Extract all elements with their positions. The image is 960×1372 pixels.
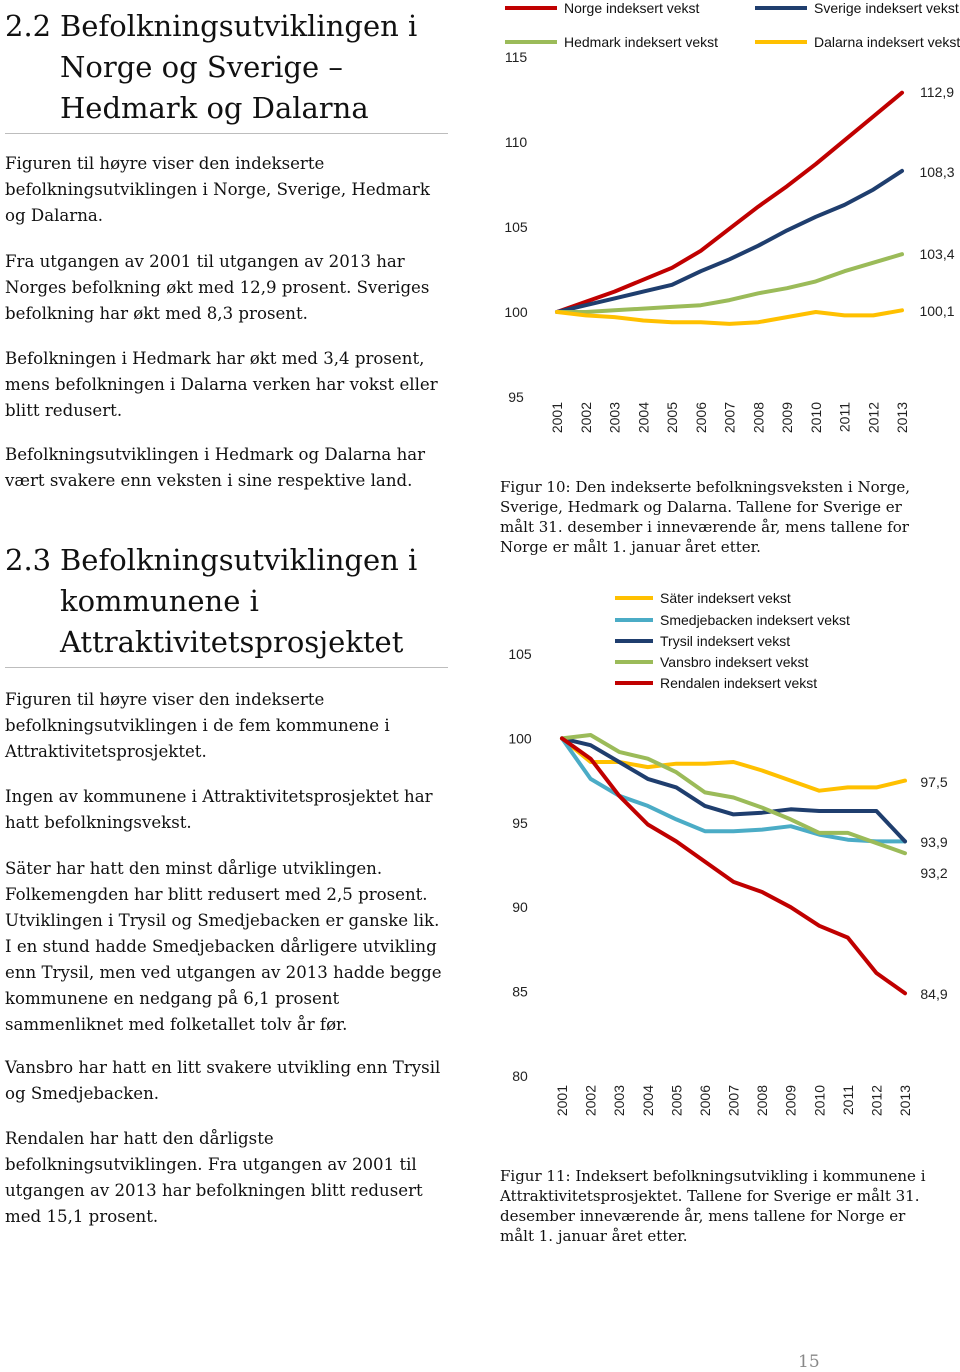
end-value-label: 100,1 xyxy=(919,303,955,319)
heading-line-1: Befolkningsutviklingen i xyxy=(60,543,418,577)
heading-line-2: Norge og Sverige – xyxy=(60,50,343,84)
end-value-label: 93,2 xyxy=(920,865,948,881)
paragraph: Befolkningsutviklingen i Hedmark og Dalarna har vært svakere enn veksten i sine respektive land. xyxy=(5,445,426,490)
y-tick-label: 110 xyxy=(504,134,528,150)
x-tick-label: 2009 xyxy=(779,402,795,434)
figure-10-chart xyxy=(495,0,960,450)
x-tick-label: 2005 xyxy=(668,1085,685,1117)
heading-line-3: Hedmark og Dalarna xyxy=(60,91,369,125)
series-line-3 xyxy=(557,254,902,312)
end-value-label: 103,4 xyxy=(919,246,955,262)
series-line-5 xyxy=(562,738,905,993)
x-tick-label: 2007 xyxy=(725,1085,742,1117)
section-divider xyxy=(5,667,448,668)
section-number: 2.2 xyxy=(5,9,52,43)
y-tick-label: 90 xyxy=(512,899,528,916)
x-tick-label: 2003 xyxy=(611,1085,628,1117)
paragraph: Rendalen har hatt den dårligste befolkningsutviklingen. Fra utgangen av 2001 til utgangen av 2013 har befolkningen blitt redusert med 15,1 prosent. xyxy=(5,1129,423,1226)
heading-line-3: Attraktivitetsprosjektet xyxy=(60,625,404,659)
paragraph: Befolkningen i Hedmark har økt med 3,4 prosent, mens befolkningen i Dalarna verken har vokst eller blitt redusert. xyxy=(5,349,438,420)
x-tick-label: 2006 xyxy=(692,402,709,434)
x-tick-label: 2012 xyxy=(865,402,882,434)
x-tick-label: 2011 xyxy=(836,402,853,433)
x-tick-label: 2007 xyxy=(721,402,738,434)
x-tick-label: 2002 xyxy=(582,1085,599,1117)
series-line-2 xyxy=(557,171,902,312)
legend-label: Säter indeksert vekst xyxy=(660,590,791,606)
x-tick-label: 2011 xyxy=(839,1085,856,1116)
legend-label: Hedmark indeksert vekst xyxy=(564,34,719,50)
x-tick-label: 2003 xyxy=(606,402,623,434)
x-tick-label: 2013 xyxy=(897,1085,913,1117)
x-tick-label: 2012 xyxy=(868,1085,885,1117)
paragraph: Säter har hatt den minst dårlige utviklingen. Folkemengden har blitt redusert med 2,5 prosent. Utviklingen i Trysil og Smedjebacken er ganske lik. I en stund hadde Smedjebacken dårligere utvikling enn Trysil, men ved utgangen av 2013 hadde begge kommunene en nedgang på 6,1 prosent sammenliknet med folketallet tolv år før. xyxy=(5,859,442,1034)
figure-11-chart xyxy=(495,585,960,1130)
legend-label: Dalarna indeksert vekst xyxy=(814,34,960,50)
y-tick-label: 100 xyxy=(504,304,528,320)
x-tick-label: 2010 xyxy=(807,402,824,434)
legend-label: Rendalen indeksert vekst xyxy=(660,675,818,691)
x-tick-label: 2005 xyxy=(664,402,680,434)
page-number: 15 xyxy=(798,1352,820,1372)
paragraph: Vansbro har hatt en litt svakere utvikling enn Trysil og Smedjebacken. xyxy=(5,1058,441,1103)
y-tick-label: 95 xyxy=(512,814,528,831)
section-2-3-heading xyxy=(5,540,450,663)
paragraph: Figuren til høyre viser den indekserte befolkningsutviklingen i Norge, Sverige, Hedmark og Dalarna. xyxy=(5,154,430,225)
y-tick-label: 105 xyxy=(504,219,528,235)
end-value-label: 108,3 xyxy=(919,164,955,180)
x-tick-label: 2004 xyxy=(639,1085,656,1117)
x-tick-label: 2002 xyxy=(577,402,594,434)
section-number: 2.3 xyxy=(5,543,52,577)
heading-line-1: Befolkningsutviklingen i xyxy=(60,9,418,43)
paragraph: Ingen av kommunene i Attraktivitetsprosjektet har hatt befolkningsvekst. xyxy=(5,787,433,832)
x-tick-label: 2010 xyxy=(811,1085,828,1117)
paragraph: Figuren til høyre viser den indekserte befolkningsutviklingen i de fem kommunene i Attraktivitetsprosjektet. xyxy=(5,690,390,761)
figure-10-caption: Figur 10: Den indekserte befolkningsveksten i Norge, Sverige, Hedmark og Dalarna. Tallene for Sverige er målt 31. desember i inneværende år, mens tallene for Norge er målt 1. januar året etter. xyxy=(500,478,911,556)
x-tick-label: 2001 xyxy=(554,1085,570,1117)
y-tick-label: 115 xyxy=(504,49,528,65)
y-tick-label: 95 xyxy=(508,389,524,405)
x-tick-label: 2004 xyxy=(635,402,652,434)
x-tick-label: 2013 xyxy=(894,402,910,434)
legend-label: Vansbro indeksert vekst xyxy=(660,654,809,670)
section-2-2-heading xyxy=(5,6,450,129)
y-tick-label: 85 xyxy=(512,983,528,1000)
x-tick-label: 2001 xyxy=(549,402,565,434)
y-tick-label: 100 xyxy=(508,730,532,747)
legend-label: Sverige indeksert vekst xyxy=(814,0,959,16)
x-tick-label: 2006 xyxy=(696,1085,713,1117)
legend-label: Smedjebacken indeksert vekst xyxy=(660,612,850,628)
x-tick-label: 2008 xyxy=(750,402,767,434)
end-value-label: 93,9 xyxy=(920,834,948,850)
legend-label: Trysil indeksert vekst xyxy=(660,633,791,649)
paragraph: Fra utgangen av 2001 til utgangen av 2013 har Norges befolkning økt med 12,9 prosent. Sveriges befolkning har økt med 8,3 prosent. xyxy=(5,252,430,323)
y-tick-label: 105 xyxy=(508,646,532,662)
end-value-label: 112,9 xyxy=(920,84,954,100)
end-value-label: 97,5 xyxy=(920,774,948,790)
y-tick-label: 80 xyxy=(512,1068,528,1084)
x-tick-label: 2008 xyxy=(754,1085,771,1117)
section-divider xyxy=(5,133,448,134)
figure-11-caption: Figur 11: Indeksert befolkningsutvikling i kommunene i Attraktivitetsprosjektet. Tallene for Sverige er målt 31. desember inneværende år, mens tallene for Norge er målt 1. januar året etter. xyxy=(500,1167,926,1245)
heading-line-2: kommunene i xyxy=(60,584,259,618)
x-tick-label: 2009 xyxy=(782,1085,799,1117)
end-value-label: 84,9 xyxy=(920,986,948,1002)
legend-label: Norge indeksert vekst xyxy=(564,0,700,16)
